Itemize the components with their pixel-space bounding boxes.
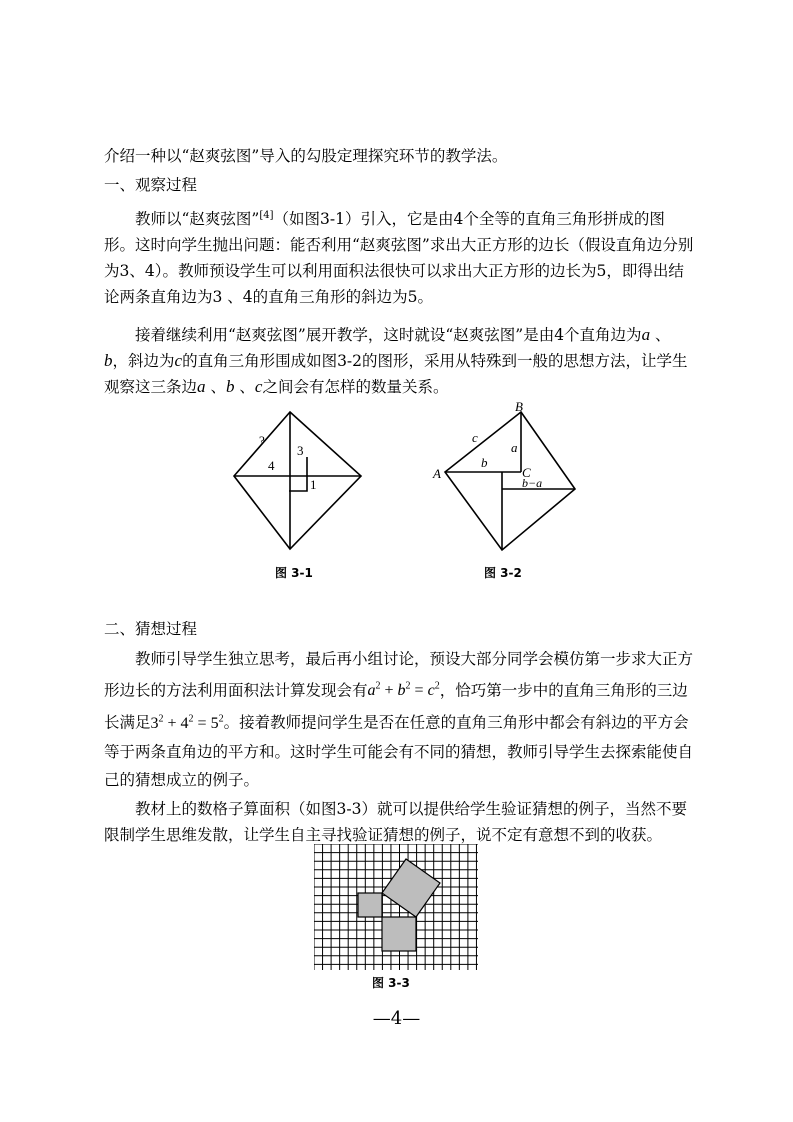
eq-equals: = — [193, 714, 211, 732]
figure-3-3 — [314, 844, 478, 970]
para2-text-part1: 接着继续利用“赵爽弦图”展开教学，这时就设“赵爽弦图”是由4个直角边为 — [135, 326, 642, 344]
label-c: c — [472, 430, 478, 445]
label-one: 1 — [310, 477, 317, 492]
citation-ref: [4] — [259, 210, 274, 221]
para1-text-part1: 教师以“赵爽弦图” — [135, 210, 260, 229]
var-a: a — [641, 325, 651, 344]
var-b: b — [104, 351, 113, 370]
var-b: b — [225, 377, 235, 396]
var-c: c — [254, 377, 263, 396]
eq-b: b — [397, 682, 406, 700]
medium-square — [382, 917, 416, 951]
label-B: B — [515, 399, 523, 414]
zhao-outer-square — [234, 412, 361, 549]
section1-paragraph1 — [104, 203, 694, 310]
para1-text-part2: （如图3-1）引入，它是由4个全等的直角三角形拼成的图形。这时向学生抛出问题：能否利用“赵爽弦图”求出大正方形的边长（假设直角边分别为3、4）。教师预设学生可以利用面积法很快可以求出大正方形的边长为5，即得出结论两条直角边为3 、4的直角三角形的斜边为5。 — [104, 210, 694, 307]
para2-text-part4: 之间会有怎样的数量关系。 — [262, 378, 449, 396]
small-square — [358, 893, 382, 917]
eq-exp: 2 — [158, 713, 164, 725]
sep: 、 — [205, 378, 226, 396]
label-question: ? — [259, 433, 265, 448]
figure-3-2-caption: 图 3-2 — [484, 566, 522, 580]
section2-paragraph2: 教材上的数格子算面积（如图3-3）就可以提供给学生验证猜想的例子，当然不要限制学生思维发散，让学生自主寻找验证猜想的例子，说不定有意想不到的收获。 — [104, 800, 687, 844]
figure-3-1-caption: 图 3-1 — [275, 566, 313, 580]
section1-paragraph2 — [104, 322, 694, 400]
label-b-minus-a: b−a — [522, 476, 543, 490]
figure-3-2 — [428, 398, 588, 558]
var-c: c — [174, 351, 183, 370]
eq-exp: 2 — [434, 681, 440, 692]
label-C: C — [522, 465, 531, 480]
eq-exp: 2 — [218, 713, 224, 725]
sep: 、 — [234, 378, 255, 396]
label-b: b — [481, 455, 488, 470]
eq-equals: = — [410, 682, 428, 700]
section2-paragraph1 — [104, 645, 694, 794]
eq-exp: 2 — [405, 681, 411, 692]
section2-heading: 二、猜想过程 — [104, 620, 198, 638]
eq-base: 3 — [150, 714, 159, 732]
eq-plus: + — [163, 714, 181, 732]
section1-heading: 一、观察过程 — [104, 176, 198, 194]
eq-c: c — [427, 682, 435, 700]
label-a: a — [511, 440, 518, 455]
s2p1-text-part3: 。接着教师提问学生是否在任意的直角三角形中都会有斜边的平方会等于两条直角边的平方和。这时学生可能会有不同的猜想，教师引导学生去探索能使自己的猜想成立的例子。 — [104, 713, 694, 789]
page-number: —4— — [372, 1008, 421, 1029]
s2p1-text-part1: 教师引导学生独立思考，最后再小组讨论，预设大部分同学会模仿第一步求大正方形边长的方法利用面积法计算发现会有 — [104, 650, 694, 700]
s2p1-text-part2: ，恰巧第一步中的直角三角形的三边长满足 — [104, 681, 688, 732]
eq-exp: 2 — [188, 713, 194, 725]
eq-a: a — [367, 682, 376, 700]
equation-3-4-5 — [151, 715, 224, 732]
figure-3-3-caption: 图 3-3 — [372, 976, 410, 990]
label-A: A — [433, 466, 441, 481]
figure-3-1 — [225, 408, 375, 558]
eq-base: 5 — [210, 714, 219, 732]
eq-exp: 2 — [375, 681, 381, 692]
para2-text-part3: 的直角三角形围成如图3-2的图形，采用从特殊到一般的思想方法，让学生观察这三条边 — [104, 352, 688, 396]
sep: 、 — [650, 326, 671, 344]
eq-plus: + — [380, 682, 398, 700]
eq-base: 4 — [180, 714, 189, 732]
label-three: 3 — [297, 443, 304, 458]
label-four: 4 — [268, 458, 275, 473]
para2-text-part2: ，斜边为 — [112, 352, 175, 370]
intro-text: 介绍一种以“赵爽弦图”导入的勾股定理探究环节的教学法。 — [104, 147, 508, 165]
zhao-outer-square — [445, 412, 575, 550]
var-a: a — [197, 377, 206, 396]
equation-pythagoras — [368, 682, 440, 699]
